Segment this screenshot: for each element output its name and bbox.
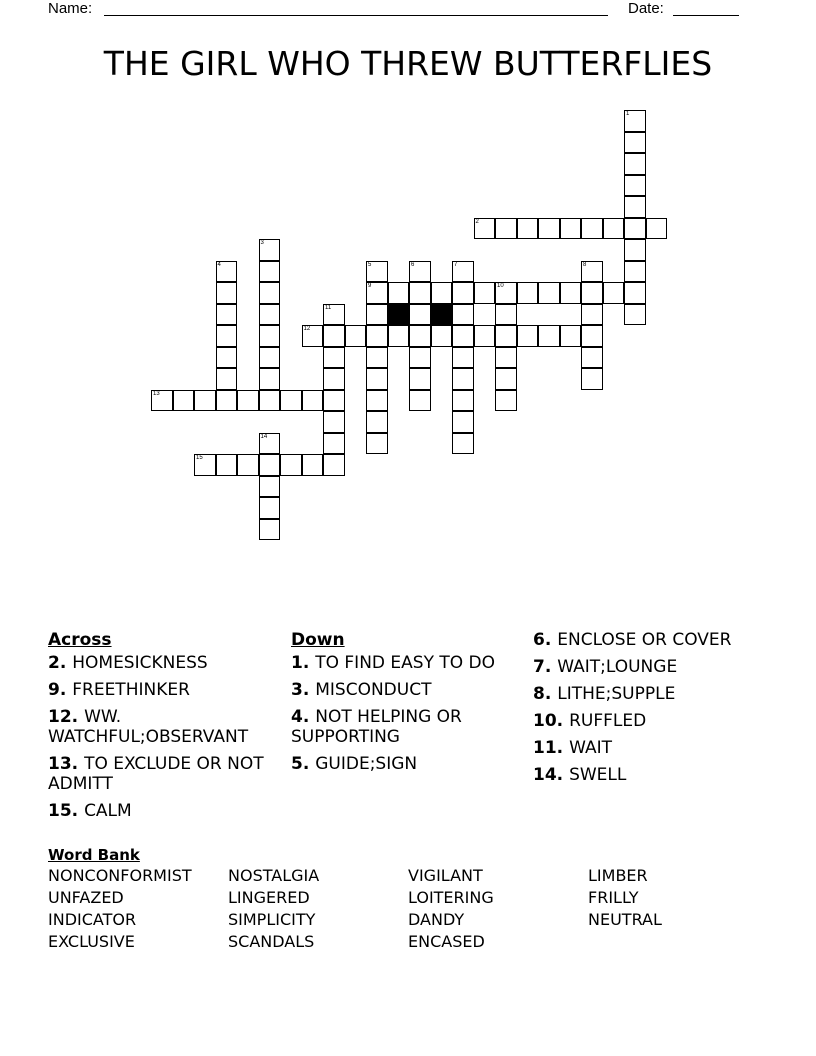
crossword-cell[interactable] [538,282,560,304]
word-bank-word: LIMBER [588,866,648,885]
crossword-cell[interactable] [452,325,474,347]
crossword-cell[interactable] [259,519,281,541]
crossword-cell[interactable] [581,218,603,240]
clues-column-2 [291,630,536,781]
crossword-cell[interactable] [216,390,238,412]
crossword-cell[interactable] [366,304,388,326]
crossword-cell[interactable] [624,239,646,261]
cell-number: 4 [217,261,221,268]
clue-number: 4 [291,707,303,727]
crossword-cell[interactable] [452,390,474,412]
crossword-cell[interactable] [216,261,238,283]
crossword-cell[interactable] [495,218,517,240]
clue-item: 12. WW. WATCHFUL;OBSERVANT [48,707,249,747]
crossword-cell[interactable] [259,304,281,326]
crossword-cell[interactable] [624,282,646,304]
crossword-cell[interactable] [280,454,302,476]
clue-number: 13 [48,754,72,774]
crossword-cell[interactable] [259,368,281,390]
clue-text: WAIT [569,738,612,758]
clue-item: 13. TO EXCLUDE OR NOT ADMITT [48,754,264,794]
down-heading: Down [291,630,345,650]
clue-text: WAIT;LOUNGE [557,657,678,677]
crossword-cell[interactable] [624,132,646,154]
clue-text: NOT HELPING OR SUPPORTING [291,707,462,747]
cell-number: 14 [260,433,268,440]
crossword-cell[interactable] [452,347,474,369]
crossword-cell[interactable] [409,261,431,283]
cell-number: 13 [153,390,160,397]
down-clue-list-continued [533,630,778,785]
cell-number: 9 [368,283,372,289]
crossword-cell[interactable] [366,261,388,283]
clue-item: 2. HOMESICKNESS [48,653,208,673]
crossword-cell[interactable] [323,433,345,455]
word-bank [48,846,768,952]
word-bank-word: UNFAZED [48,888,124,907]
crossword-cell[interactable] [624,218,646,240]
crossword-cell[interactable] [366,411,388,433]
crossword-cell[interactable] [431,325,453,347]
word-bank-word: NONCONFORMIST [48,866,192,885]
crossword-cell[interactable] [366,282,388,304]
clue-item: 5. GUIDE;SIGN [291,754,418,774]
crossword-cell[interactable] [474,218,496,240]
crossword-cell[interactable] [151,390,173,412]
crossword-cell[interactable] [624,304,646,326]
crossword-cell[interactable] [581,261,603,283]
clue-item: 14. SWELL [533,765,627,785]
word-bank-word: INDICATOR [48,910,137,929]
crossword-black-square [388,304,410,326]
clue-number: 9 [48,680,60,700]
crossword-cell[interactable] [452,282,474,304]
crossword-cell[interactable] [237,390,259,412]
crossword-cell[interactable] [323,325,345,347]
crossword-cell[interactable] [388,325,410,347]
crossword-cell[interactable] [173,390,195,412]
crossword-cell[interactable] [603,218,625,240]
clue-text: CALM [84,801,132,821]
date-label: Date: [628,0,664,17]
word-bank-word: ENCASED [408,932,485,951]
crossword-cell[interactable] [216,454,238,476]
across-clue-list [48,653,293,821]
crossword-cell[interactable] [409,390,431,412]
crossword-cell[interactable] [581,304,603,326]
word-bank-word: LOITERING [408,888,494,907]
across-heading: Across [48,630,112,650]
crossword-cell[interactable] [259,454,281,476]
cell-number: 8 [583,261,587,268]
crossword-cell[interactable] [495,325,517,347]
down-clue-list [291,653,536,774]
cell-number: 10 [497,283,504,289]
crossword-cell[interactable] [237,454,259,476]
clue-number: 8 [533,684,545,704]
clue-number: 11 [533,738,557,758]
crossword-cell[interactable] [323,368,345,390]
clue-number: 14 [533,765,557,785]
clue-text: SWELL [569,765,627,785]
clue-text: LITHE;SUPPLE [557,684,676,704]
crossword-cell[interactable] [495,282,517,304]
crossword-cell[interactable] [495,304,517,326]
word-bank-word: NEUTRAL [588,910,662,929]
crossword-cell[interactable] [323,304,345,326]
crossword-cell[interactable] [259,239,281,261]
clue-text: GUIDE;SIGN [315,754,418,774]
word-bank-word: DANDY [408,910,465,929]
clue-number: 3 [291,680,303,700]
crossword-cell[interactable] [517,282,539,304]
clue-text: ENCLOSE OR COVER [557,630,732,650]
crossword-cell[interactable] [302,454,324,476]
clue-number: 5 [291,754,303,774]
crossword-cell[interactable] [259,433,281,455]
clue-item: 3. MISCONDUCT [291,680,432,700]
clue-item: 15. CALM [48,801,132,821]
crossword-cell[interactable] [216,347,238,369]
crossword-cell[interactable] [194,390,216,412]
crossword-cell[interactable] [345,325,367,347]
word-bank-heading: Word Bank [48,846,140,864]
crossword-cell[interactable] [474,325,496,347]
cell-number: 12 [303,326,311,332]
cell-number: 2 [475,218,479,225]
clue-number: 6 [533,630,545,650]
word-bank-word: VIGILANT [408,866,483,885]
clues-column-3 [533,630,778,792]
clue-text: TO FIND EASY TO DO [315,653,495,673]
clue-item: 10. RUFFLED [533,711,647,731]
clue-item: 8. LITHE;SUPPLE [533,684,676,704]
clue-item: 11. WAIT [533,738,612,758]
crossword-cell[interactable] [366,368,388,390]
crossword-cell[interactable] [323,347,345,369]
word-bank-list [48,866,768,952]
clue-number: 10 [533,711,557,731]
crossword-cell[interactable] [452,304,474,326]
word-bank-word: EXCLUSIVE [48,932,135,951]
crossword-cell[interactable] [216,304,238,326]
crossword-cell[interactable] [259,390,281,412]
crossword-cell[interactable] [409,282,431,304]
clue-text: WW. WATCHFUL;OBSERVANT [48,707,249,747]
word-bank-word: SIMPLICITY [228,910,316,929]
crossword-cell[interactable] [452,368,474,390]
crossword-cell[interactable] [452,411,474,433]
crossword-cell[interactable] [259,347,281,369]
crossword-cell[interactable] [495,368,517,390]
page-title: THE GIRL WHO THREW BUTTERFLIES [103,44,713,83]
crossword-cell[interactable] [409,304,431,326]
crossword-cell[interactable] [216,282,238,304]
crossword-cell[interactable] [323,454,345,476]
crossword-cell[interactable] [538,325,560,347]
crossword-cell[interactable] [517,218,539,240]
crossword-cell[interactable] [366,347,388,369]
word-bank-word: NOSTALGIA [228,866,320,885]
clue-text: TO EXCLUDE OR NOT ADMITT [48,754,264,794]
clue-text: FREETHINKER [72,680,190,700]
clue-number: 1 [291,653,303,673]
clue-item: 6. ENCLOSE OR COVER [533,630,732,650]
crossword-cell[interactable] [581,325,603,347]
crossword-cell[interactable] [603,282,625,304]
crossword-cell[interactable] [409,368,431,390]
crossword-cell[interactable] [302,325,324,347]
crossword-cell[interactable] [452,433,474,455]
crossword-cell[interactable] [216,368,238,390]
crossword-cell[interactable] [538,218,560,240]
cell-number: 7 [454,261,458,268]
crossword-cell[interactable] [366,433,388,455]
crossword-cell[interactable] [431,282,453,304]
crossword-cell[interactable] [259,476,281,498]
clue-number: 2 [48,653,60,673]
clue-item: 7. WAIT;LOUNGE [533,657,678,677]
crossword-cell[interactable] [259,261,281,283]
cell-number: 11 [325,304,332,311]
crossword-cell[interactable] [259,325,281,347]
crossword-cell[interactable] [624,110,646,132]
crossword-cell[interactable] [366,325,388,347]
crossword-cell[interactable] [646,218,668,240]
clue-item: 1. TO FIND EASY TO DO [291,653,495,673]
clues-column-1 [48,630,293,828]
crossword-cell[interactable] [194,454,216,476]
clue-number: 7 [533,657,545,677]
crossword-black-square [431,304,453,326]
crossword-cell[interactable] [302,390,324,412]
crossword-cell[interactable] [581,347,603,369]
cell-number: 3 [260,240,264,246]
clue-item: 9. FREETHINKER [48,680,190,700]
crossword-cell[interactable] [581,368,603,390]
word-bank-word: FRILLY [588,888,639,907]
crossword-cell[interactable] [323,411,345,433]
crossword-cell[interactable] [259,282,281,304]
clue-text: MISCONDUCT [315,680,432,700]
crossword-cell[interactable] [409,325,431,347]
crossword-cell[interactable] [624,261,646,283]
word-bank-word: LINGERED [228,888,310,907]
crossword-cell[interactable] [560,282,582,304]
clue-item: 4. NOT HELPING OR SUPPORTING [291,707,462,747]
clue-text: HOMESICKNESS [72,653,208,673]
crossword-cell[interactable] [581,282,603,304]
word-bank-word: SCANDALS [228,932,315,951]
cell-number: 5 [368,261,372,268]
crossword-cell[interactable] [624,153,646,175]
cell-number: 15 [196,455,203,461]
crossword-cell[interactable] [366,390,388,412]
crossword-cell[interactable] [388,282,410,304]
cell-number: 6 [411,261,415,268]
cell-number: 1 [626,111,630,117]
crossword-cell[interactable] [474,282,496,304]
crossword-cell[interactable] [560,325,582,347]
crossword-cell[interactable] [624,196,646,218]
clue-text: RUFFLED [569,711,647,731]
crossword-cell[interactable] [560,218,582,240]
crossword-cell[interactable] [323,390,345,412]
crossword-cell[interactable] [216,325,238,347]
crossword-cell[interactable] [495,347,517,369]
crossword-cell[interactable] [259,497,281,519]
name-label: Name: [48,0,93,17]
crossword-cell[interactable] [495,390,517,412]
crossword-cell[interactable] [409,347,431,369]
crossword-cell[interactable] [624,175,646,197]
crossword-cell[interactable] [517,325,539,347]
clue-number: 15 [48,801,72,821]
clue-number: 12 [48,707,72,727]
crossword-cell[interactable] [280,390,302,412]
crossword-cell[interactable] [452,261,474,283]
